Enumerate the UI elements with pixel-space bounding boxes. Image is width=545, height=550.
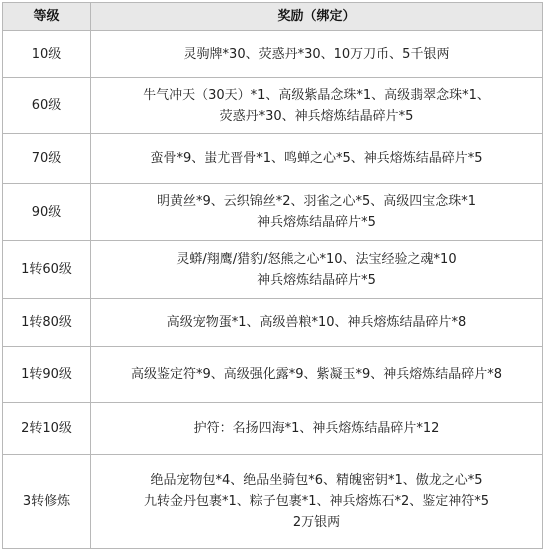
reward-table bbox=[2, 2, 543, 549]
reward-cell bbox=[91, 403, 543, 455]
reward-line: 护符：名扬四海*1、神兵熔炼结晶碎片*12 bbox=[193, 421, 440, 436]
reward-line: 明黄丝*9、云织锦丝*2、羽雀之心*5、高级四宝念珠*1 bbox=[156, 194, 477, 209]
reward-header: 奖励（绑定） bbox=[91, 3, 543, 31]
reward-cell bbox=[91, 299, 543, 347]
reward-line: 蛮骨*9、蚩尤晋骨*1、鸣蝉之心*5、神兵熔炼结晶碎片*5 bbox=[150, 151, 483, 166]
level-cell: 1转60级 bbox=[3, 241, 91, 299]
level-cell: 3转修炼 bbox=[3, 455, 91, 549]
reward-cell bbox=[91, 134, 543, 184]
header-row bbox=[3, 3, 543, 31]
reward-line: 九转金丹包裹*1、粽子包裹*1、神兵熔炼石*2、鉴定神符*5 bbox=[143, 494, 490, 509]
reward-line: 牛气冲天（30天）*1、高级紫晶念珠*1、高级翡翠念珠*1、 bbox=[143, 87, 490, 103]
table-row bbox=[3, 184, 543, 241]
reward-body bbox=[3, 31, 543, 549]
reward-cell bbox=[91, 31, 543, 78]
reward-cell bbox=[91, 241, 543, 299]
reward-cell bbox=[91, 184, 543, 241]
reward-line: 灵蟒/翔鹰/猎豹/怒熊之心*10、法宝经验之魂*10 bbox=[176, 251, 457, 267]
table-row bbox=[3, 347, 543, 403]
reward-line: 高级鉴定符*9、高级强化露*9、紫凝玉*9、神兵熔炼结晶碎片*8 bbox=[130, 367, 503, 382]
level-cell: 70级 bbox=[3, 134, 91, 184]
table-row bbox=[3, 78, 543, 134]
reward-line: 高级宠物蛋*1、高级兽粮*10、神兵熔炼结晶碎片*8 bbox=[166, 315, 467, 330]
reward-cell bbox=[91, 455, 543, 549]
level-cell: 90级 bbox=[3, 184, 91, 241]
level-cell: 10级 bbox=[3, 31, 91, 78]
reward-cell bbox=[91, 78, 543, 134]
table-row bbox=[3, 403, 543, 455]
table-row bbox=[3, 31, 543, 78]
reward-cell bbox=[91, 347, 543, 403]
reward-line: 神兵熔炼结晶碎片*5 bbox=[257, 215, 376, 230]
level-cell: 1转90级 bbox=[3, 347, 91, 403]
level-header: 等级 bbox=[3, 3, 91, 31]
reward-line: 荧惑丹*30、神兵熔炼结晶碎片*5 bbox=[219, 108, 414, 124]
reward-line: 灵驹牌*30、荧惑丹*30、10万刀币、5千银两 bbox=[183, 46, 450, 62]
level-cell: 2转10级 bbox=[3, 403, 91, 455]
level-cell: 1转80级 bbox=[3, 299, 91, 347]
table-row bbox=[3, 299, 543, 347]
table-row bbox=[3, 241, 543, 299]
table-row bbox=[3, 134, 543, 184]
level-cell: 60级 bbox=[3, 78, 91, 134]
reward-line: 2万银两 bbox=[292, 515, 341, 530]
reward-line: 神兵熔炼结晶碎片*5 bbox=[257, 272, 376, 288]
reward-line: 绝品宠物包*4、绝品坐骑包*6、精魄密钥*1、傲龙之心*5 bbox=[150, 473, 483, 488]
table-row bbox=[3, 455, 543, 549]
